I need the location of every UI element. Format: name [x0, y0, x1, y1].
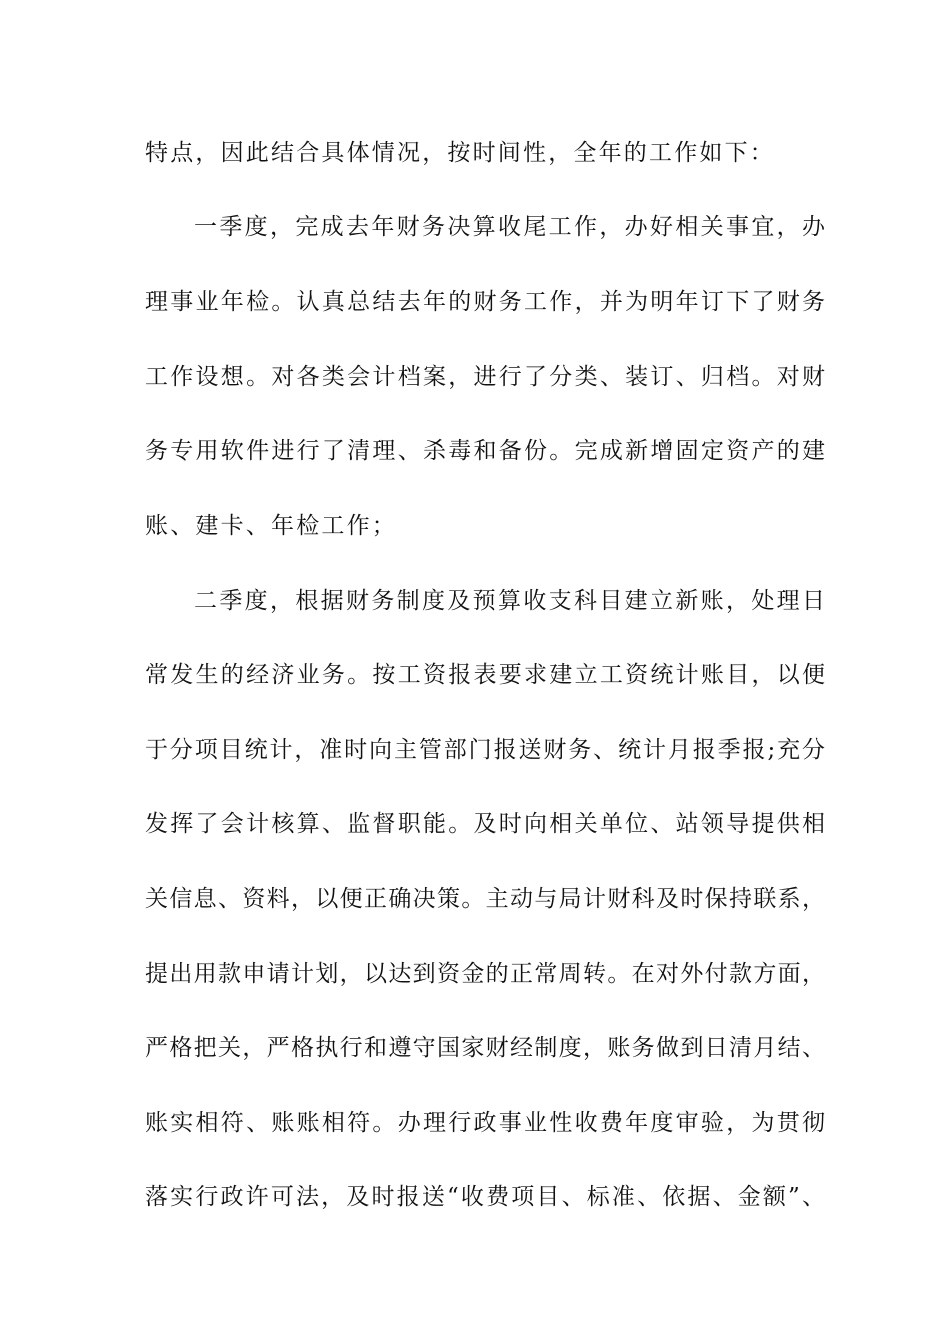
text-line-8: 常发生的经济业务。按工资报表要求建立工资统计账目，以便: [145, 662, 825, 688]
text-line-2: 一季度，完成去年财务决算收尾工作，办好相关事宜，办: [194, 214, 825, 240]
text-line-12: 提出用款申请计划，以达到资金的正常周转。在对外付款方面，: [145, 961, 825, 987]
text-line-15: 落实行政许可法，及时报送“收费项目、标准、依据、金额”、: [145, 1184, 825, 1210]
text-line-4: 工作设想。对各类会计档案，进行了分类、装订、归档。对财: [145, 364, 825, 390]
text-line-5: 务专用软件进行了清理、杀毒和备份。完成新增固定资产的建: [145, 438, 825, 464]
text-line-9: 于分项目统计，准时向主管部门报送财务、统计月报季报;充分: [145, 737, 825, 763]
text-line-7: 二季度，根据财务制度及预算收支科目建立新账，处理日: [194, 588, 825, 614]
text-line-10: 发挥了会计核算、监督职能。及时向相关单位、站领导提供相: [145, 811, 825, 837]
text-line-14: 账实相符、账账相符。办理行政事业性收费年度审验，为贯彻: [145, 1110, 825, 1136]
text-line-6: 账、建卡、年检工作；: [145, 513, 397, 539]
text-line-3: 理事业年检。认真总结去年的财务工作，并为明年订下了财务: [145, 289, 825, 315]
text-line-11: 关信息、资料，以便正确决策。主动与局计财科及时保持联系，: [145, 886, 825, 912]
text-line-1: 特点，因此结合具体情况，按时间性，全年的工作如下：: [145, 140, 775, 166]
text-line-13: 严格把关，严格执行和遵守国家财经制度，账务做到日清月结、: [145, 1035, 825, 1061]
